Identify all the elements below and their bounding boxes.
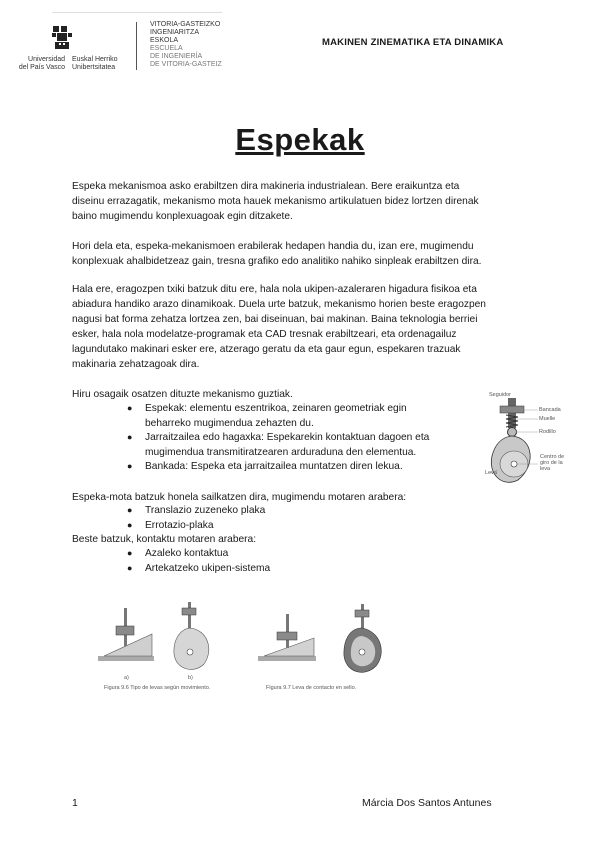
bullet-icon: ● (127, 432, 133, 442)
label-leva: Leva (485, 470, 497, 476)
bullet-icon: ● (127, 461, 133, 471)
bullet-icon: ● (127, 548, 133, 558)
label-seguidor: Seguidor (489, 392, 512, 398)
bullet-icon: ● (127, 563, 133, 573)
bullet-icon: ● (127, 403, 133, 413)
list-item: ● Azaleko kontaktua (127, 548, 229, 559)
bullet-icon: ● (127, 520, 133, 530)
header-divider (136, 22, 137, 70)
course-title: MAKINEN ZINEMATIKA ETA DINAMIKA (322, 37, 504, 48)
list-item: ● Bankada: Espeka eta jarraitzailea muntatzen diren lekua. (127, 461, 403, 472)
author-name: Márcia Dos Santos Antunes (362, 797, 492, 809)
label-rodillo: Rodillo (539, 429, 556, 435)
cam-types-diagram (96, 598, 386, 698)
list-item: ● Artekatzeko ukipen-sistema (127, 563, 271, 574)
paragraph-2: Hori dela eta, espeka-mekanismoen erabilerak hedapen handia du, izan ere, mugimendu konplexuak ahalbidetzeaz gain, tresna grafiko edo analitiko nahiko sinpleak erabiltzen dira. (72, 241, 482, 267)
paragraph-1: Espeka mekanismoa asko erabiltzen dira makineria industrialean. Bere eraikuntza eta diseinu errazagatik, mekanismo mota hauek mekanismo artikulatuen bidez lortzen direnak baino mugimendu konplexuagoak egin ditzakete. (72, 181, 479, 222)
list-item: ● Errotazio-plaka (127, 520, 214, 531)
cam-follower-figure (482, 388, 592, 498)
bullet-icon: ● (127, 505, 133, 515)
contact-intro: Beste batzuk, kontaktu motaren arabera: (72, 534, 257, 545)
paragraph-3: Hala ere, eragozpen txiki batzuk ditu ere, hala nola ukipen-azaleraren higadura fisikoa eta abiadura handiko arazo dinamikoak. Duela urte batzuk, mekanismo horien beste eragozpen nagusi bat forma zehatza lortzea zen, bai diseinuan, bai makinan. Baina teknologia berriei esker, hala nola modelatze-programak eta CAD tresnak erabiltzeari, eta ordenagailuz lagundutako makinari esker ere, atzerago geratu da eta gaur egun, espekaren trazuak makinaria zehatzagoak dira. (72, 284, 486, 370)
components-intro: Hiru osagaik osatzen dituzte mekanismo guztiak. (72, 389, 293, 400)
label-centro: Centro de giro de la leva (540, 454, 565, 472)
page-number: 1 (72, 797, 78, 809)
list-item: ● Jarraitzailea edo hagaxka: Espekarekin kontaktuan dagoen eta mugimendua transmitiratzearen arduraduna den elementua. (127, 432, 430, 458)
school-name: VITORIA-GASTEIZKO INGENIARITZA ESKOLA ESCUELA DE INGENIERÍA DE VITORIA-GASTEIZ (150, 21, 222, 68)
figure-caption-2: Figura 9.7 Leva de contacto en sello. (266, 685, 357, 691)
cam-types-figure (96, 598, 386, 698)
label-muelle: Muelle (539, 416, 556, 422)
types-intro: Espeka-mota batzuk honela sailkatzen dira, mugimendu motaren arabera: (72, 492, 407, 503)
figure-label-b: b) (188, 675, 193, 681)
cam-follower-diagram (482, 388, 592, 498)
label-bancada: Bancada (539, 407, 561, 413)
page-title: Espekak (235, 122, 365, 157)
list-item: ● Espekak: elementu eszentrikoa, zeinaren geometriak egin beharreko mugimendua zehazten du. (127, 403, 407, 429)
figure-label-a: a) (124, 675, 129, 681)
figure-caption-1: Figura 9.6 Tipo de levas según movimiento. (104, 685, 211, 691)
university-logo-icon (50, 24, 74, 54)
header-top-rule (52, 12, 222, 13)
list-item: ● Translazio zuzeneko plaka (127, 505, 266, 516)
univ-eu-text: Euskal Herriko Unibertsitatea (72, 56, 118, 71)
univ-es-text: Universidad del País Vasco (18, 56, 65, 71)
